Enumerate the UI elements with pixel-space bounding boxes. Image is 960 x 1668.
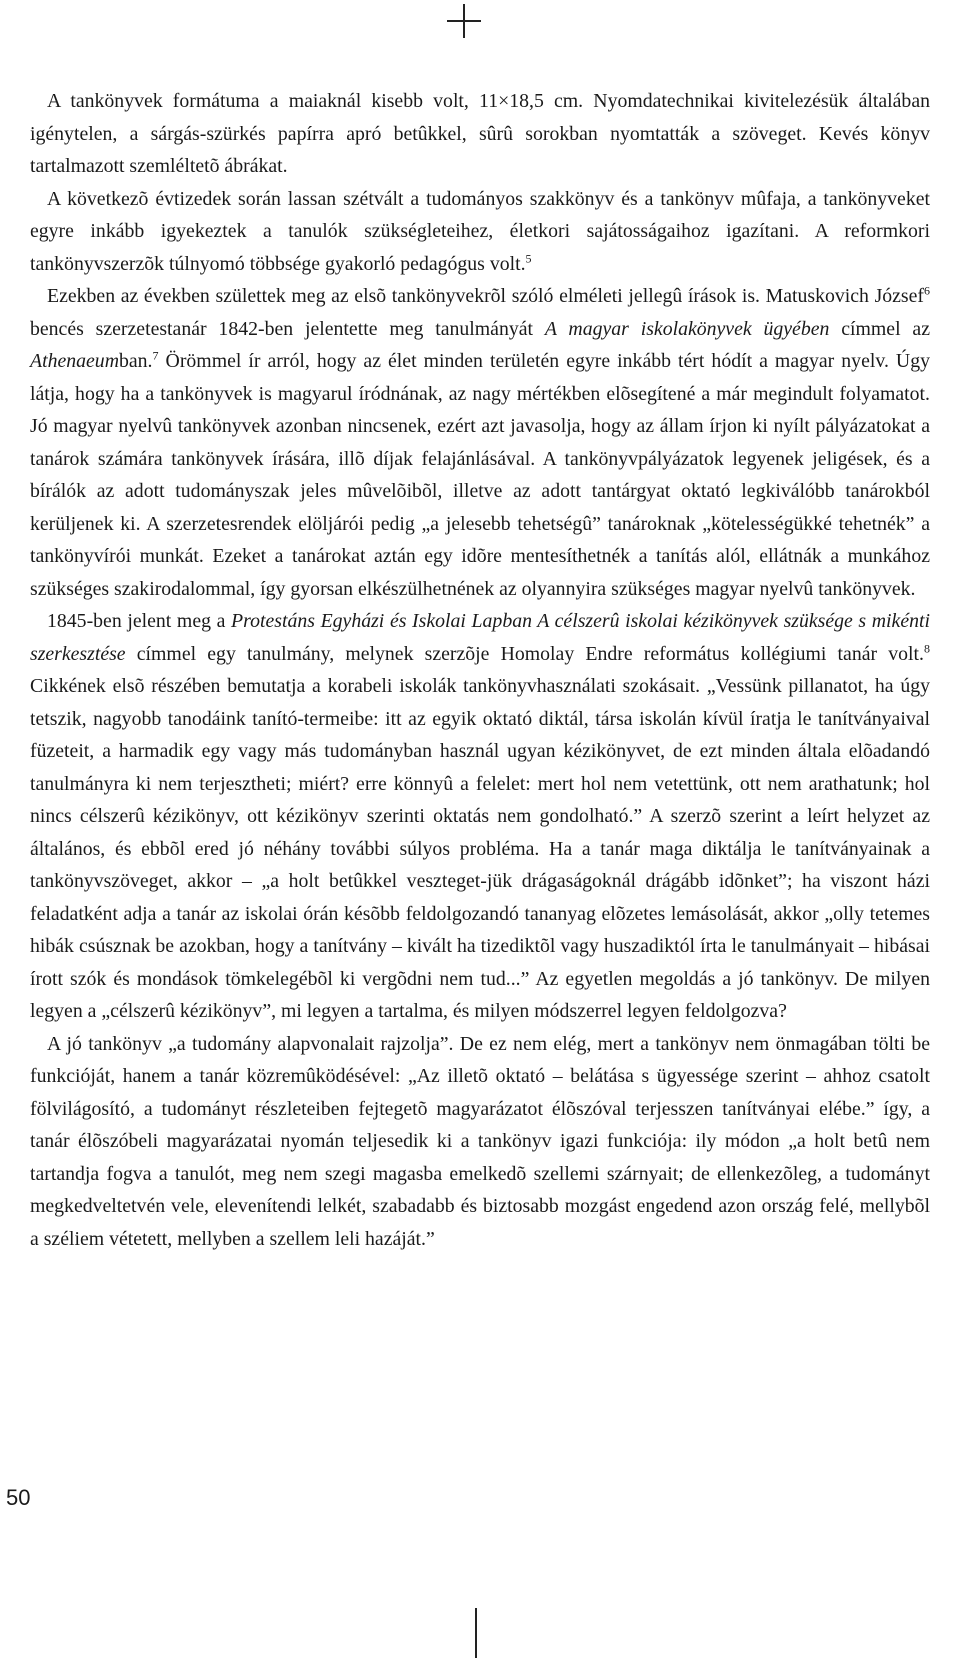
italic-title: Athenaeum — [30, 350, 119, 372]
text-run: A tankönyvek formátuma a maiaknál kisebb volt, 11×18,5 cm. Nyomdatechnikai kivitelezésük általában igénytelen, a sárgás-szürkés papírra apró betûkkel, sûrû sorokban nyomtatták a szöveget. Kevés könyv tartalmazott szemléltetõ ábrákat. — [30, 90, 930, 177]
footnote-reference: 6 — [924, 283, 930, 298]
text-run: Örömmel ír arról, hogy az élet minden területén egyre inkább tért hódít a magyar nyelv. Úgy látja, hogy ha a tankönyvek is magyarul íródnának, az nagy mértékben elõsegítené a már megindult folyamatot. Jó magyar nyelvû tankönyvek azonban nincsenek, ezért azt javasolja, hogy az állam írjon ki nyílt pályázatokat a tanárok számára tankönyvek írására, illõ díjak felajánlásával. A tankönyvpályázatok legyenek jeligések, és a bírálók az adott tudományszak jeles mûvelõibõl, illetve az adott tantárgyat oktató legkiválóbb tanárokból kerüljenek ki. A szerzetesrendek elöljárói pedig „a jelesebb tehetségû” tanároknak „kötelességükké tehetnék” a tankönyvírói munkát. Ezeket a tanárokat aztán egy idõre mentesíthetnék a tanítás alól, ellátnák a munkához szükséges szakirodalommal, így gyorsan elkészülhetnének az olyannyira szükséges magyar nyelvû tankönyvek. — [30, 350, 930, 600]
footnote-reference: 7 — [152, 348, 159, 363]
text-run: címmel az — [829, 317, 930, 340]
paragraph — [30, 85, 930, 183]
body-text — [30, 85, 930, 1255]
footnote-reference: 5 — [525, 250, 532, 265]
text-run: Ezekben az években születtek meg az elsõ tankönyvekrõl szóló elméleti jellegû írások is. Matuskovich József — [47, 285, 924, 307]
paragraph — [30, 605, 930, 1028]
text-run: bencés szerzetestanár 1842-ben jelentette meg tanulmányát — [30, 317, 545, 340]
text-run: ban. — [119, 350, 153, 372]
paragraph — [30, 280, 930, 605]
crop-mark-horizontal-line — [447, 20, 481, 22]
text-run: A jó tankönyv „a tudomány alapvonalait rajzolja”. De ez nem elég, mert a tankönyv nem önmagában tölti be funkcióját, hanem a tanár közremûködésével: „Az illetõ oktató – belátása s ügyessége szerint – ahhoz csatolt fölvilágosító, a tudományt részleteiben fejtegetõ magyarázatot élõszóval terjesszen tanítványai elébe.” így, a tanár élõszóbeli magyarázatai nyomán teljesedik ki a tankönyv igazi funkciója: ily módon „a holt betû nem tartandja fogva a tanulót, meg nem szegi magasba emelkedõ szellemi szárnyait; de ellenkezõleg, a tudományt megkedveltetvén vele, elevenítendi lelkét, szabadabb és biztosabb mozgást engedend azon ország felé, mellybõl a széliem vétetett, mellyben a szellem leli hazáját.” — [30, 1032, 930, 1250]
text-run: Cikkének elsõ részében bemutatja a korabeli iskolák tankönyvhasználati szokásait. „Vessünk pillanatot, ha úgy tetszik, nagyobb tanodáink tanító-termeibe: itt az egyik oktató diktál, társa iskolán kívül íratja le tanítványaival füzeteit, a harmadik egy vagy más tudományban használ ugyan kézikönyvet, de ezt minden általa elõadandó tanulmányra ki nem terjesztheti; miért? erre könnyû a felelet: mert hol nem vetettünk, ott nem arathatunk; hol nincs célszerû kézikönyv, ott kézikönyv szerinti oktatás nem gondolható.” A szerzõ szerint a leírt helyzet az általános, és ebbõl ered jó néhány további súlyos probléma. Ha a tanár maga diktálja le tanítványainak a tankönyvszöveget, akkor – „a holt betûkkel veszteget-jük drágaságoknál drágább idõnket”; ha viszont házi feladatként adja a tanár az iskolai órán késõbb feldolgozandó tananyag elõzetes lemásolását, akkor „olly tetemes hibák csúsznak be azokban, hogy a tanítvány – kivált ha tizediktõl vagy huszadiktól írta le tanulmányait – hibásai írott szók és mondások tömkelegébõl ki vergõdni nem tud...” Az egyetlen megoldás a jó tankönyv. De milyen legyen a „célszerû kézikönyv”, mi legyen a tartalma, és milyen módszerrel legyen feldolgozva? — [30, 675, 930, 1022]
paragraph — [30, 1028, 930, 1256]
page-number: 50 — [6, 1485, 31, 1510]
italic-title: Protestáns Egyházi és Iskolai Lapban A célszerû iskolai kézikönyvek szüksége s mikénti szerkesztése — [30, 610, 930, 665]
paragraph — [30, 183, 930, 281]
italic-title: A magyar iskolakönyvek ügyében — [544, 317, 830, 340]
text-run: címmel egy tanulmány, melynek szerzõje Homolay Endre református kollégiumi tanár volt. — [125, 642, 924, 665]
text-run: A következõ évtizedek során lassan szétvált a tudományos szakkönyv és a tankönyv mûfaja, a tankönyveket egyre inkább igyekeztek a tanulók szükségleteihez, életkori sajátosságaihoz igazítani. A reformkori tankönyvszerzõk túlnyomó többsége gyakorló pedagógus volt. — [30, 187, 930, 275]
crop-mark-top — [447, 4, 481, 38]
text-run: 1845-ben jelent meg a — [47, 610, 232, 632]
crop-mark-bottom — [475, 1608, 477, 1658]
footnote-reference: 8 — [924, 640, 930, 655]
